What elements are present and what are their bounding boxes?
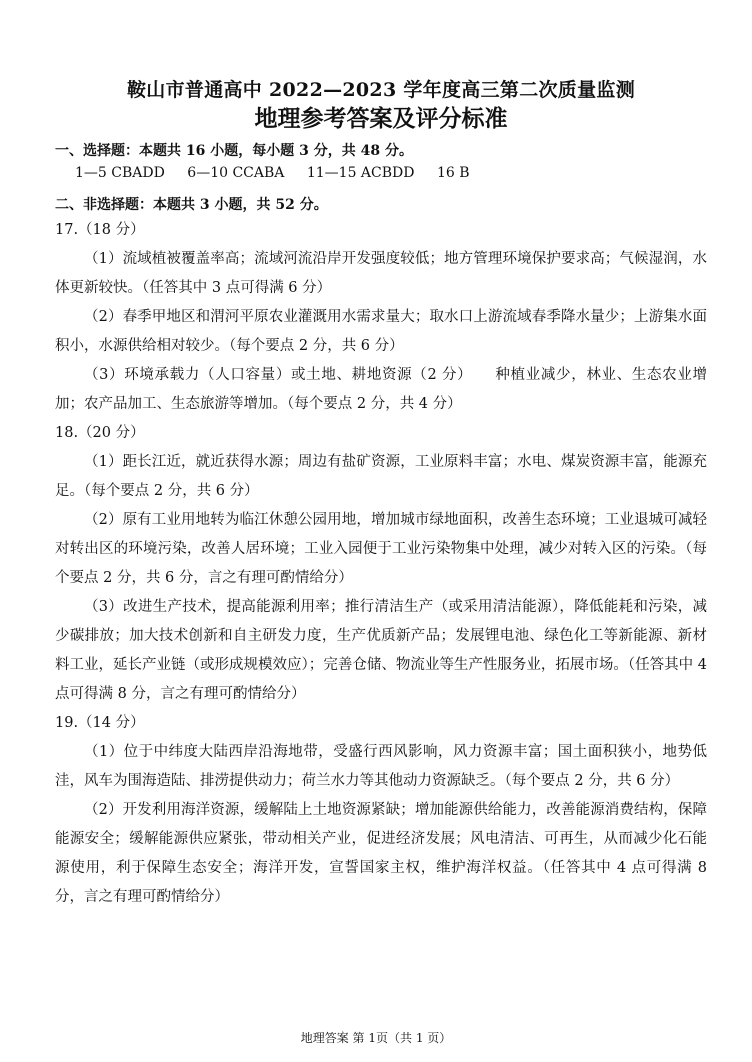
question-19-head: 19.（14 分）: [55, 715, 145, 731]
answer-group-2: 6—10 CCABA: [187, 165, 285, 181]
question-19-part-1: （1）位于中纬度大陆西岸沿海地带，受盛行西风影响，风力资源丰富；国土面积狭小，地势低洼，风车为围海造陆、排涝提供动力；荷兰水力等其他动力资源缺乏。（每个要点 2 分，共 6 分）: [55, 744, 707, 789]
question-18-part-2: （2）原有工业用地转为临江休憩公园用地，增加城市绿地面积，改善生态环境；工业退城可减轻对转出区的环境污染，改善人居环境；工业入园便于工业污染物集中处理，减少对转入区的污染。（每个要点 2 分，共 6 分，言之有理可酌情给分）: [55, 512, 707, 586]
question-17-part-2: （2）春季甲地区和渭河平原农业灌溉用水需求量大；取水口上游流域春季降水量少；上游集水面积小，水源供给相对较少。（每个要点 2 分，共 6 分）: [55, 309, 707, 354]
section-2-heading: 二、非选择题：本题共 3 小题，共 52 分。: [55, 197, 328, 213]
question-18-head: 18.（20 分）: [55, 425, 145, 441]
question-18: [55, 419, 707, 709]
answer-group-4: 16 B: [436, 165, 470, 181]
question-18-part-3: （3）改进生产技术，提高能源利用率；推行清洁生产（或采用清洁能源），降低能耗和污染，减少碳排放；加大技术创新和自主研发力度，生产优质新产品；发展锂电池、绿色化工等新能源、新材料工业，延长产业链（或形成规模效应）；完善仓储、物流业等生产性服务业，拓展市场。（任答其中 4 点可得满 8 分，言之有理可酌情给分）: [55, 599, 707, 702]
section-1-heading: 一、选择题：本题共 16 小题，每小题 3 分，共 48 分。: [55, 143, 413, 159]
page-footer: 地理答案 第 1页（共 1 页）: [300, 1031, 452, 1045]
question-19-part-2: （2）开发利用海洋资源，缓解陆上土地资源紧缺；增加能源供给能力，改善能源消费结构，保障能源安全；缓解能源供应紧张，带动相关产业，促进经济发展；风电清洁、可再生，从而减少化石能源使用，利于保障生态安全；海洋开发，宣誓国家主权，维护海洋权益。（任答其中 4 点可得满 8 分，言之有理可酌情给分）: [55, 802, 707, 905]
answer-group-1: 1—5 CBADD: [75, 165, 165, 181]
question-17-head: 17.（18 分）: [55, 222, 145, 238]
choice-answers: [55, 162, 707, 184]
question-17: [55, 216, 707, 419]
answer-group-3: 11—15 ACBDD: [306, 165, 415, 181]
document-title: 鞍山市普通高中 2022—2023 学年度高三第二次质量监测: [127, 79, 635, 101]
question-19: [55, 709, 707, 912]
document-subtitle: 地理参考答案及评分标准: [254, 105, 508, 132]
question-17-part-3: （3）环境承载力（人口容量）或土地、耕地资源（2 分） 种植业减少，林业、生态农业增加；农产品加工、生态旅游等增加。（每个要点 2 分，共 4 分）: [55, 367, 707, 412]
question-18-part-1: （1）距长江近，就近获得水源；周边有盐矿资源，工业原料丰富；水电、煤炭资源丰富，能源充足。（每个要点 2 分，共 6 分）: [55, 454, 707, 499]
question-17-part-1: （1）流域植被覆盖率高；流域河流沿岸开发强度较低；地方管理环境保护要求高；气候湿润，水体更新较快。（任答其中 3 点可得满 6 分）: [55, 251, 707, 296]
